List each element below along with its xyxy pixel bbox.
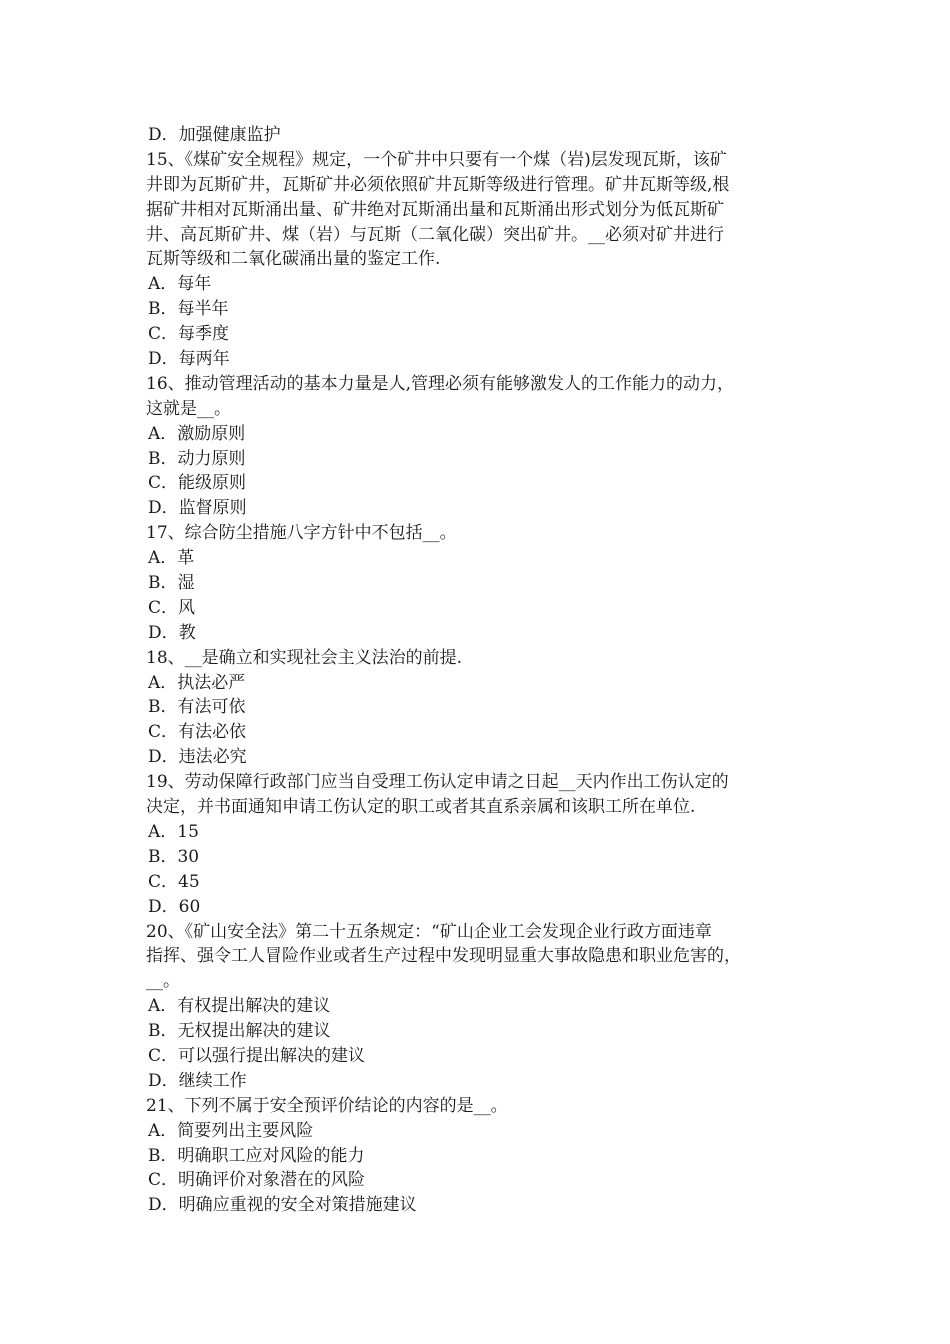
option-line: D．继续工作 [148, 1070, 247, 1091]
question-line: 16、推动管理活动的基本力量是人,管理必须有能够激发人的工作能力的动力， [146, 373, 735, 394]
option-line: B．30 [148, 846, 200, 867]
option-line: A．革 [148, 548, 195, 569]
question-line: 15、《煤矿安全规程》规定，一个矿井中只要有一个煤（岩)层发现瓦斯，该矿 [146, 149, 727, 170]
question-line: 据矿井相对瓦斯涌出量、矿井绝对瓦斯涌出量和瓦斯涌出形式划分为低瓦斯矿 [146, 199, 724, 220]
option-line: D．明确应重视的安全对策措施建议 [148, 1195, 417, 1216]
option-line: D．加强健康监护 [148, 125, 281, 145]
option-line: B．明确职工应对风险的能力 [148, 1145, 365, 1166]
question-line: 17、综合防尘措施八字方针中不包括__。 [146, 523, 457, 544]
option-line: C．风 [148, 597, 196, 618]
option-line: C．明确评价对象潜在的风险 [148, 1170, 366, 1191]
option-line: B．每半年 [148, 299, 229, 320]
option-line: A．执法必严 [148, 672, 246, 693]
option-line: C．可以强行提出解决的建议 [148, 1045, 366, 1066]
document-page [146, 123, 810, 1218]
option-line: B．湿 [148, 573, 195, 594]
question-line: 18、__是确立和实现社会主义法治的前提. [146, 647, 463, 668]
option-line: B．无权提出解决的建议 [148, 1021, 331, 1042]
option-line: B．动力原则 [148, 448, 246, 469]
option-line: C．45 [148, 871, 200, 892]
option-line: C．能级原则 [148, 473, 247, 494]
question-line: 指挥、强令工人冒险作业或者生产过程中发现明显重大事故隐患和职业危害的， [146, 946, 741, 967]
option-line: D．教 [148, 622, 196, 643]
option-line: A．有权提出解决的建议 [148, 996, 331, 1017]
option-line: D．违法必究 [148, 747, 247, 768]
question-line: 这就是__。 [146, 398, 231, 419]
question-line: 20、《矿山安全法》第二十五条规定：“矿山企业工会发现企业行政方面违章 [146, 921, 712, 942]
question-line: 井、高瓦斯矿井、煤（岩）与瓦斯（二氧化碳）突出矿井。__必须对矿井进行 [146, 224, 724, 245]
option-line: A．激励原则 [148, 423, 246, 444]
question-line: 井即为瓦斯矿井，瓦斯矿井必须依照矿井瓦斯等级进行管理。矿井瓦斯等级,根 [146, 174, 730, 195]
option-line: D．60 [148, 896, 201, 917]
option-line: C．每季度 [148, 324, 230, 345]
option-line: D．监督原则 [148, 498, 247, 519]
option-line: B．有法可依 [148, 697, 246, 718]
question-line: 21、下列不属于安全预评价结论的内容的是__。 [146, 1095, 508, 1116]
option-line: A．简要列出主要风险 [148, 1120, 314, 1141]
question-line: 瓦斯等级和二氧化碳涌出量的鉴定工作. [146, 249, 441, 270]
option-line: A．每年 [148, 274, 212, 295]
option-line: C．有法必依 [148, 722, 247, 743]
option-line: A．15 [148, 821, 199, 842]
option-line: D．每两年 [148, 349, 230, 370]
question-line: __。 [146, 971, 180, 992]
question-line: 19、劳动保障行政部门应当自受理工伤认定申请之日起__天内作出工伤认定的 [146, 772, 729, 793]
question-line: 决定，并书面通知申请工伤认定的职工或者其直系亲属和该职工所在单位. [146, 797, 696, 818]
